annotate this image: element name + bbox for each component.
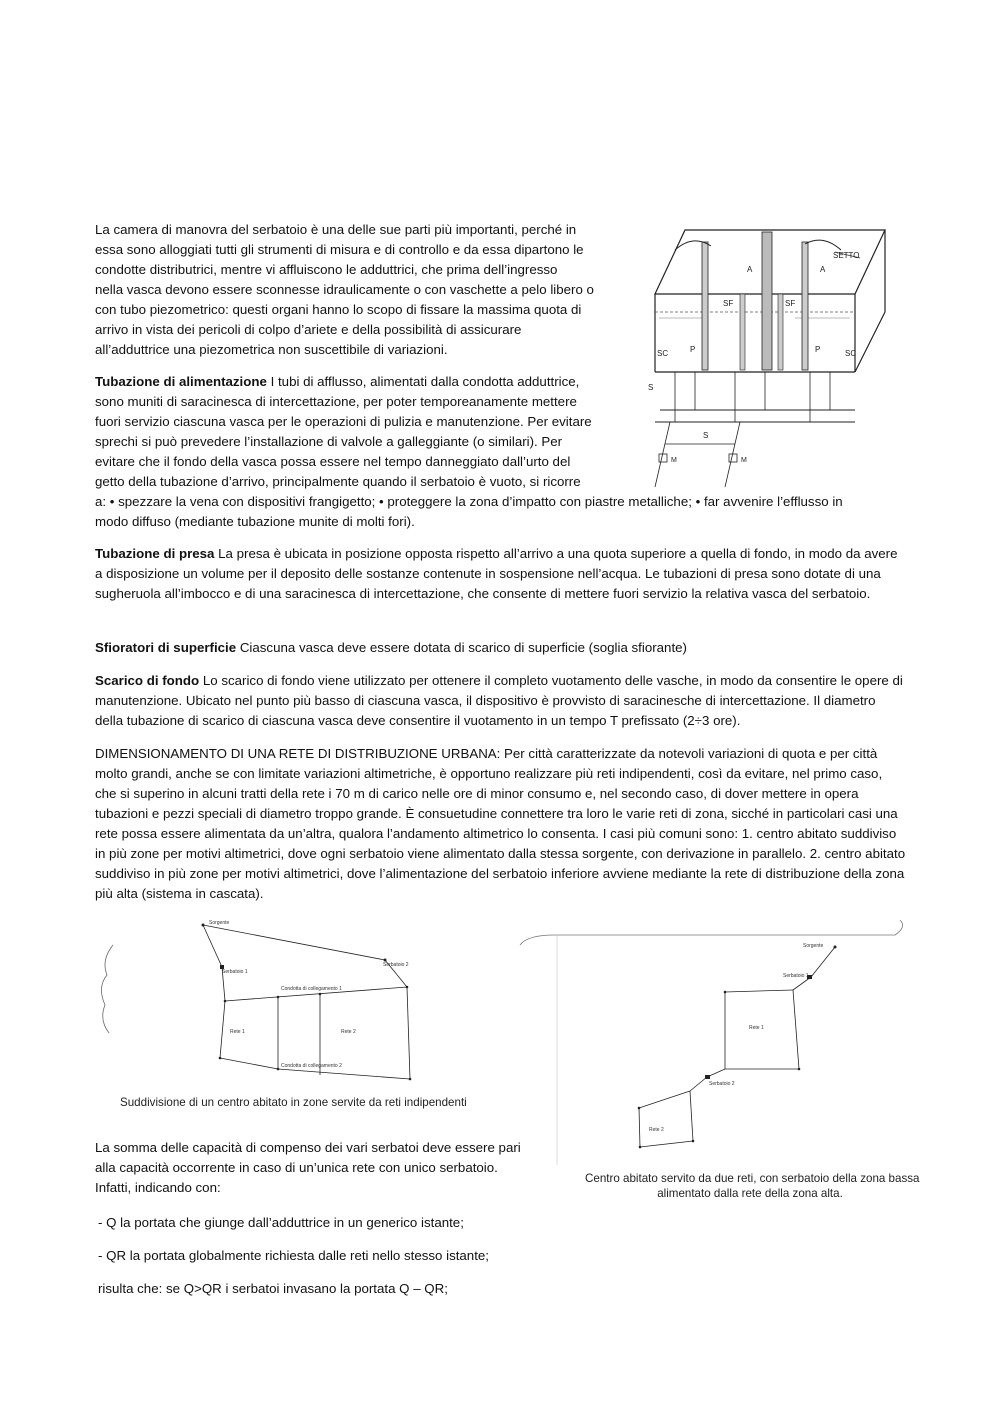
sf-label: SF — [723, 299, 734, 308]
sfioratori-paragraph — [95, 638, 907, 658]
alimentazione-line: I tubi di afflusso, alimentati dalla condotta adduttrice, — [266, 374, 580, 389]
m-label: M — [671, 457, 677, 464]
intro-line: La camera di manovra del serbatoio è una delle sue parti più importanti, perché in — [95, 222, 577, 237]
presa-paragraph — [95, 544, 907, 604]
scarico-paragraph — [95, 671, 907, 731]
diagram-parallel-caption: Suddivisione di un centro abitato in zone servite da reti indipendenti — [120, 1096, 467, 1109]
alimentazione-line: fuori servizio ciascuna vasca per le operazioni di pulizia e manutenzione. Per evitare — [95, 414, 592, 429]
dimensionamento-text: DIMENSIONAMENTO DI UNA RETE DI DISTRIBUZIONE URBANA: Per città caratterizzate da notevoli variazioni di quota e per città molto grandi, anche se con limitate variazioni altimetriche, è opportuno realizzare più reti indipendenti, così da evitare, nel primo caso, che si superino in alcuni tratti della rete i 70 m di carico nelle ore di minor consumo e, nel secondo caso, di dover mettere in opera tubazioni e pezzi speciali di diametro troppo grande. È consuetudine connettere tra loro le varie reti di zona, sicché in particolari casi una rete possa essere alimentata da un’altra, qualora l’andamento altimetrico lo consenta. I casi più comuni sono: 1. centro abitato suddiviso in più zone per motivi altimetrici, dove ogni serbatoio viene alimentato dalla stessa sorgente, con derivazione in parallelo. 2. centro abitato suddiviso in più zone per motivi altimetrici, dove l’alimentazione del serbatoio inferiore avviene mediante la rete di distribuzione della zona più alta (sistema in cascata). — [95, 746, 906, 901]
dimensionamento-paragraph — [95, 744, 907, 904]
diagram-cascade-drawing — [515, 915, 910, 1165]
a-label: A — [820, 265, 826, 274]
sfioratori-text: Ciascuna vasca deve essere dotata di scarico di superficie (soglia sfiorante) — [236, 640, 687, 655]
presa-heading: Tubazione di presa — [95, 546, 215, 561]
rete-label: Rete 1 — [749, 1025, 764, 1031]
sc-label: SC — [657, 349, 669, 358]
serbatoio-label: Serbatoio 2 — [709, 1081, 735, 1087]
list-item-q: - Q la portata che giunge dall’adduttrice in un generico istante; — [98, 1215, 464, 1230]
somma-line: La somma delle capacità di compenso dei vari serbatoi deve essere pari — [95, 1140, 521, 1155]
s-label: S — [703, 431, 709, 440]
a-label: A — [747, 265, 753, 274]
alimentazione-line: a: • spezzare la vena con dispositivi frangigetto; • proteggere la zona d’impatto con piastre metalliche; • far avvenire l’efflusso in — [95, 494, 843, 509]
rete-label: Rete 2 — [649, 1127, 664, 1133]
serbatoio-label: Serbatoio 1 — [222, 969, 248, 975]
tank-diagram — [645, 222, 895, 490]
risulta-line: risulta che: se Q>QR i serbatoi invasano la portata Q – QR; — [98, 1281, 448, 1296]
alimentazione-heading: Tubazione di alimentazione — [95, 374, 267, 389]
sc-label: SC — [845, 349, 857, 358]
scarico-heading: Scarico di fondo — [95, 673, 200, 688]
list-item-qr: - QR la portata globalmente richiesta dalle reti nello stesso istante; — [98, 1248, 489, 1263]
diagram-cascade-caption-line: alimentato dalla rete della zona alta. — [657, 1187, 843, 1200]
intro-line: arrivo in vista dei pericoli di colpo d’ariete e della possibilità di assicurare — [95, 322, 522, 337]
alimentazione-line: evitare che il fondo della vasca possa essere nel tempo danneggiato dall’urto del — [95, 454, 571, 469]
diagram-parallel-drawing — [95, 915, 515, 1095]
serbatoio-label: Serbatoio 2 — [383, 962, 409, 968]
intro-paragraph — [95, 220, 635, 360]
setto-label: SETTO — [833, 251, 860, 260]
sfioratori-heading: Sfioratori di superficie — [95, 640, 237, 655]
alimentazione-line: sono muniti di saracinesca di intercettazione, per poter temporeanamente mettere — [95, 394, 577, 409]
rete-label: Rete 1 — [230, 1029, 245, 1035]
scarico-text: Lo scarico di fondo viene utilizzato per ottenere il completo vuotamento delle vasche, in modo da consentire le opere di manutenzione. Ubicato nel punto più basso di ciascuna vasca, il dispositivo è provvisto di saracinesche di intercettazione. Il diametro della tubazione di scarico di ciascuna vasca deve consentire il vuotamento in un tempo T prefissato (2÷3 ore). — [95, 673, 903, 728]
diagram-parallel — [95, 915, 515, 1115]
somma-paragraph — [95, 1138, 545, 1198]
sorgente-label: Sorgente — [803, 943, 824, 949]
intro-line: essa sono alloggiati tutti gli strumenti di misura e di controllo e da essa dipartono le — [95, 242, 584, 257]
m-label: M — [741, 457, 747, 464]
somma-line: Infatti, indicando con: — [95, 1180, 221, 1195]
presa-text: La presa è ubicata in posizione opposta rispetto all’arrivo a una quota superiore a quella di fondo, in modo da avere a disposizione un volume per il deposito delle sostanze contenute in sospensione nell’acqua. Le tubazioni di presa sono dotate di una sugheruola all’imbocco e di una saracinesca di intercettazione, che consente di mettere fuori servizio la relativa vasca del serbatoio. — [95, 546, 898, 601]
s-label: S — [648, 383, 654, 392]
diagram-cascade-caption-line: Centro abitato servito da due reti, con serbatoio della zona bassa — [585, 1172, 920, 1185]
intro-line: con tubo piezometrico: questi organi hanno lo scopo di fissare la massima quota di — [95, 302, 582, 317]
p-label: P — [690, 345, 696, 354]
condotta-label: Condotta di collegamento 1 — [281, 986, 342, 992]
alimentazione-line: getto della tubazione d’arrivo, principalmente quando il serbatoio è vuoto, si ricorre — [95, 474, 581, 489]
alimentazione-line: modo diffuso (mediante tubazione munite di molti fori). — [95, 514, 415, 529]
alimentazione-line: sprechi si può prevedere l’installazione di valvole a galleggiante (o similari). Per — [95, 434, 563, 449]
sorgente-label: Sorgente — [209, 920, 230, 926]
intro-line: condotte distributrici, mentre vi affluiscono le adduttrici, che prima dell’ingresso — [95, 262, 558, 277]
serbatoio-label: Serbatoio 1 — [783, 973, 809, 979]
sf-label: SF — [785, 299, 796, 308]
p-label: P — [815, 345, 821, 354]
diagram-cascade-caption — [585, 1171, 920, 1201]
diagram-cascade — [515, 915, 920, 1200]
somma-line: alla capacità occorrente in caso di un’unica rete con unico serbatoio. — [95, 1160, 498, 1175]
intro-line: nella vasca devono essere sconnesse idraulicamente o con vaschette a pelo libero o — [95, 282, 594, 297]
intro-line: all’adduttrice una piezometrica non suscettibile di variazioni. — [95, 342, 448, 357]
condotta-label: Condotta di collegamento 2 — [281, 1063, 342, 1069]
rete-label: Rete 2 — [341, 1029, 356, 1035]
